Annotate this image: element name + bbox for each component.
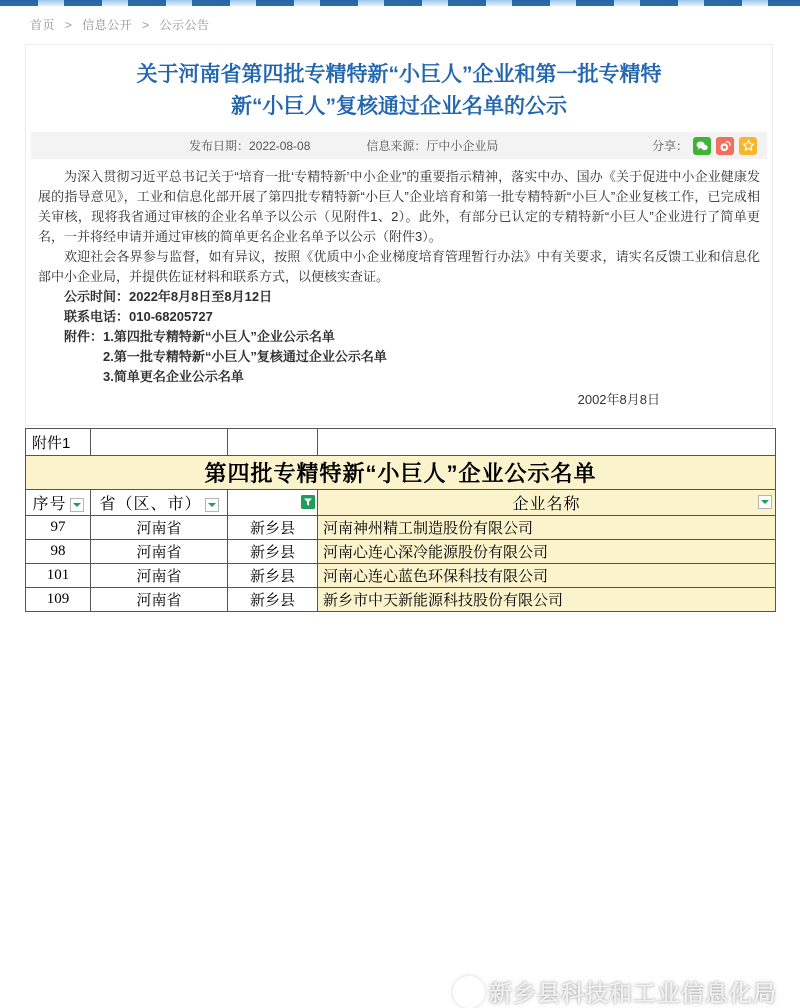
header-company [318, 490, 776, 516]
empty-cell [91, 429, 228, 456]
star-icon [742, 139, 755, 152]
weibo-icon [718, 139, 732, 153]
company-name-cell: 新乡市中天新能源科技股份有限公司 [318, 588, 776, 612]
header-index-label: 序号 [32, 496, 67, 513]
province-cell: 河南省 [91, 516, 228, 540]
meta-bar [31, 132, 767, 159]
attachment-sheet [25, 428, 777, 1006]
sheet-title: 第四批专精特新“小巨人”企业公示名单 [26, 456, 776, 490]
filter-dropdown-icon[interactable] [758, 495, 772, 509]
breadcrumb-separator: > [142, 18, 150, 32]
publish-date: 发布日期：2022-08-08 [189, 139, 311, 153]
province-cell: 河南省 [91, 540, 228, 564]
table-row [26, 540, 776, 564]
wechat-icon [695, 139, 709, 153]
sheet-label-cell: 附件1 [26, 429, 91, 456]
share-bar [652, 137, 757, 155]
breadcrumb-public-notice[interactable]: 公示公告 [159, 18, 210, 32]
province-cell: 河南省 [91, 564, 228, 588]
info-source: 信息来源：厅中小企业局 [366, 139, 499, 153]
row-index-cell: 97 [26, 516, 91, 540]
province-cell: 河南省 [91, 588, 228, 612]
watermark-emblem-icon [453, 976, 485, 1008]
empty-cell [228, 429, 318, 456]
company-name-cell: 河南心连心深冷能源股份有限公司 [318, 540, 776, 564]
notice-time-line: 公示时间：2022年8月8日至8月12日 [64, 289, 273, 304]
table-body [26, 516, 776, 612]
county-cell: 新乡县 [228, 564, 318, 588]
header-province [91, 490, 228, 516]
wechat-share-icon[interactable] [693, 137, 711, 155]
breadcrumb-info-disclosure[interactable]: 信息公开 [82, 18, 133, 32]
article-container [25, 44, 773, 426]
row-index-cell: 101 [26, 564, 91, 588]
company-name-cell: 河南心连心蓝色环保科技有限公司 [318, 564, 776, 588]
share-label: 分享： [651, 139, 688, 153]
attachment-table [25, 428, 776, 612]
header-province-label: 省（区、市） [99, 496, 202, 513]
header-county [228, 490, 318, 516]
paragraph-1: 为深入贯彻习近平总书记关于“培育一批‘专精特新’中小企业”的重要指示精神，落实中办、国办《关于促进中小企业健康发展的指导意见》，工业和信息化部开展了第四批专精特新“小巨人”企业培育和第一批专精特新“小巨人”企业复核工作，已完成相关审核，现将我省通过审核的企业名单予以公示（见附件1、2）。此外，有部分已认定的专精特新“小巨人”企业进行了简单更名，一并将经申请并通过审核的简单更名企业名单予以公示（附件3）。 [38, 169, 760, 244]
page-title [62, 59, 736, 123]
paragraph-2: 欢迎社会各界参与监督，如有异议，按照《优质中小企业梯度培育管理暂行办法》中有关要求，请实名反馈工业和信息化部中小企业局，并提供佐证材料和联系方式，以便核实查证。 [38, 249, 760, 284]
breadcrumb-home[interactable]: 首页 [30, 18, 56, 32]
attachment-line-2: 2.第一批专精特新“小巨人”复核通过企业公示名单 [103, 349, 387, 364]
empty-cell [318, 429, 776, 456]
county-cell: 新乡县 [228, 516, 318, 540]
county-cell: 新乡县 [228, 540, 318, 564]
filter-dropdown-icon[interactable] [70, 498, 84, 512]
county-cell: 新乡县 [228, 588, 318, 612]
top-border-bar [0, 0, 800, 6]
row-index-cell: 109 [26, 588, 91, 612]
weibo-share-icon[interactable] [716, 137, 734, 155]
row-index-cell: 98 [26, 540, 91, 564]
sheet-title-row [26, 456, 776, 490]
sign-date: 2002年8月8日 [577, 392, 660, 407]
attachment-line-3: 3.简单更名企业公示名单 [103, 369, 244, 384]
header-index [26, 490, 91, 516]
header-company-label: 企业名称 [512, 496, 581, 513]
favorite-star-icon[interactable] [739, 137, 757, 155]
table-header-row [26, 490, 776, 516]
breadcrumb [30, 16, 209, 33]
title-line-1: 关于河南省第四批专精特新“小巨人”企业和第一批专精特 [136, 63, 662, 86]
article-body [38, 167, 760, 410]
contact-phone-line: 联系电话：010-68205727 [64, 309, 213, 324]
attachment-line-1: 附件：1.第四批专精特新“小巨人”企业公示名单 [64, 329, 335, 344]
breadcrumb-separator: > [64, 18, 73, 32]
table-row [26, 516, 776, 540]
active-filter-icon[interactable] [301, 495, 315, 509]
sheet-label-row [26, 429, 776, 456]
table-row [26, 564, 776, 588]
watermark-text: 新乡县科技和工业信息化局 [489, 980, 777, 1006]
filter-dropdown-icon[interactable] [205, 498, 219, 512]
watermark [453, 975, 777, 1008]
company-name-cell: 河南神州精工制造股份有限公司 [318, 516, 776, 540]
title-line-2: 新“小巨人”复核通过企业名单的公示 [231, 95, 567, 118]
